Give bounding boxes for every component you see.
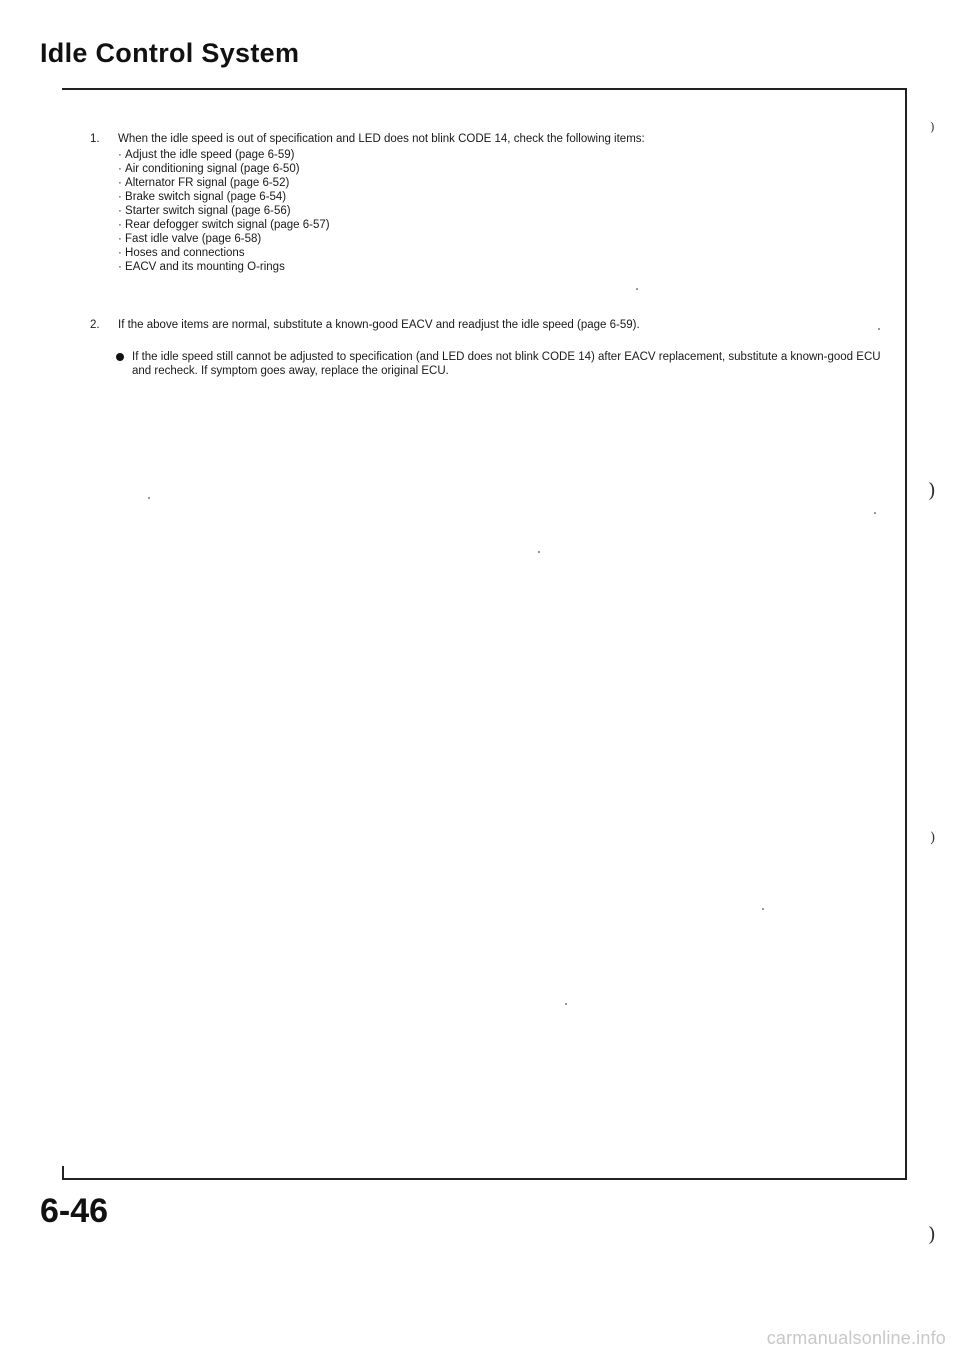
note-text: If the idle speed still cannot be adjusted to specification (and LED does not blink CODE 14) after EACV replacement, substitute a known-good ECU and recheck. If symptom goes away, replace the original ECU. xyxy=(132,351,881,377)
step-text: If the above items are normal, substitute a known-good EACV and readjust the idle speed (page 6-59). xyxy=(118,319,640,331)
list-item: · Brake switch signal (page 6-54) xyxy=(118,190,900,204)
procedure-content xyxy=(90,132,900,378)
step-2 xyxy=(90,318,900,332)
frame-corner-tick xyxy=(62,1166,64,1180)
step-text: When the idle speed is out of specification and LED does not blink CODE 14, check the following items: xyxy=(118,133,645,145)
step-1 xyxy=(90,132,900,274)
binder-mark: ) xyxy=(928,1222,936,1246)
scan-speck xyxy=(565,1003,567,1005)
scan-speck xyxy=(878,328,880,330)
binder-mark: ) xyxy=(930,830,936,846)
site-watermark: carmanualsonline.info xyxy=(766,1328,946,1348)
step-number: 1. xyxy=(90,133,100,145)
list-item: · Hoses and connections xyxy=(118,246,900,260)
page-title: Idle Control System xyxy=(40,38,300,68)
list-item: · Adjust the idle speed (page 6-59) xyxy=(118,148,900,162)
page-number: 6-46 xyxy=(40,1192,109,1230)
bullet-dot-icon xyxy=(116,353,124,361)
scan-speck xyxy=(762,908,764,910)
scan-speck xyxy=(148,497,150,499)
list-item: · Starter switch signal (page 6-56) xyxy=(118,204,900,218)
binder-mark: ) xyxy=(928,478,936,502)
list-item: · Air conditioning signal (page 6-50) xyxy=(118,162,900,176)
list-item: · Rear defogger switch signal (page 6-57) xyxy=(118,218,900,232)
scan-speck xyxy=(636,288,638,290)
ecu-note xyxy=(90,350,900,378)
step-number: 2. xyxy=(90,319,100,331)
scan-speck xyxy=(538,551,540,553)
binder-mark: ) xyxy=(930,120,935,134)
list-item: · Alternator FR signal (page 6-52) xyxy=(118,176,900,190)
check-item-list xyxy=(118,148,900,274)
list-item: · Fast idle valve (page 6-58) xyxy=(118,232,900,246)
list-item: · EACV and its mounting O-rings xyxy=(118,260,900,274)
scan-speck xyxy=(874,512,876,514)
